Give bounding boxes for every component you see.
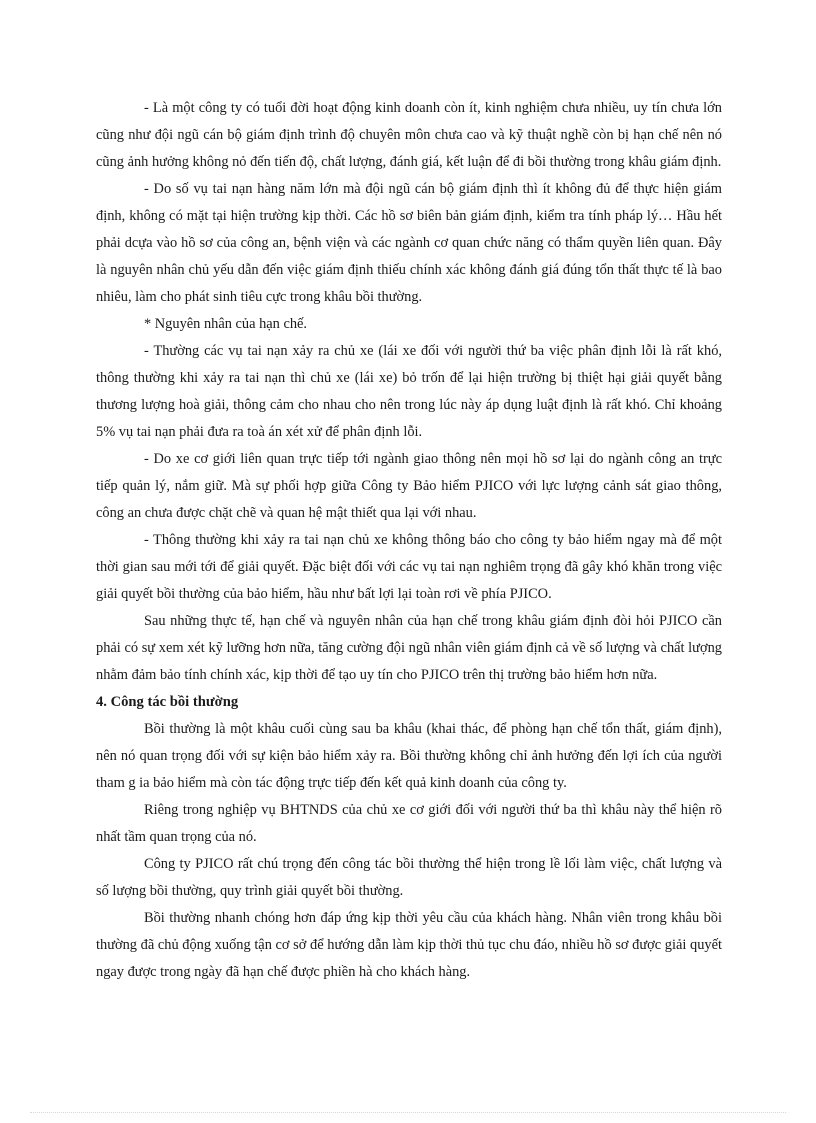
document-body [96,95,722,986]
paragraph-company-age: - Là một công ty có tuổi đời hoạt động kinh doanh còn ít, kinh nghiệm chưa nhiều, uy tín chưa lớn cũng như đội ngũ cán bộ giám định trình độ chuyên môn chưa cao và kỹ thuật nghề còn bị hạn chế nên nó cũng ảnh hưởng không nỏ đến tiến độ, chất lượng, đánh giá, kết luận để đi bồi thường trong khâu giám định. [96,100,722,170]
page-bottom-divider [30,1112,786,1113]
paragraph-fault-determination: - Thường các vụ tai nạn xảy ra chủ xe (lái xe đối với người thứ ba việc phân định lỗi là rất khó, thông thường khi xảy ra tai nạn thì chủ xe (lái xe) bỏ trốn để lại hiện trường bị thiệt hại giải quyết bằng thương lượng hoà giải, thông cảm cho nhau cho nên trong lúc này áp dụng luật định là rất khó. Chỉ khoảng 5% vụ tai nạn phải đưa ra toà án xét xử để phân định lỗi. [96,343,722,440]
section-heading: 4. Công tác bồi thường [96,694,239,710]
paragraph-accident-volume: - Do số vụ tai nạn hàng năm lớn mà đội ngũ cán bộ giám định thì ít không đủ để thực hiện giám định, không có mặt tại hiện trường kịp thời. Các hồ sơ biên bản giám định, kiểm tra tính pháp lý… Hầu hết phải dcựa vào hồ sơ của công an, bệnh viện và các ngành cơ quan chức năng có thẩm quyền liên quan. Đây là nguyên nhân chủ yếu dẫn đến việc giám định thiếu chính xác không đánh giá đúng tổn thất thực tế là bao nhiêu, làm cho phát sinh tiêu cực trong khâu bồi thường. [96,181,722,305]
paragraph-compensation-role: Bồi thường là một khâu cuối cùng sau ba khâu (khai thác, để phòng hạn chế tổn thất, giám định), nên nó quan trọng đối với sự kiện bảo hiểm xảy ra. Bồi thường không chỉ ảnh hưởng đến lợi ích của người tham g ia bảo hiểm mà còn tác động trực tiếp đến kết quả kinh doanh của công ty. [96,721,722,791]
paragraph-causes-heading: * Nguyên nhân của hạn chế. [144,316,308,332]
paragraph-fast-compensation: Bồi thường nhanh chóng hơn đáp ứng kịp thời yêu cầu của khách hàng. Nhân viên trong khâu bồi thường đã chủ động xuống tận cơ sở để hướng dẫn làm kịp thời thủ tục chu đáo, nhiều hồ sơ được giải quyết ngay được trong ngày đã hạn chế được phiền hà cho khách hàng. [96,910,722,980]
paragraph-late-notification: - Thông thường khi xảy ra tai nạn chủ xe không thông báo cho công ty bảo hiểm ngay mà để một thời gian sau mới tới để giải quyết. Đặc biệt đối với các vụ tai nạn nghiêm trọng đã gây khó khăn trong việc giải quyết bồi thường của bảo hiểm, hầu như bất lợi lại toàn rơi về phía PJICO. [96,532,722,602]
paragraph-bhtnds-importance: Riêng trong nghiệp vụ BHTNDS của chủ xe cơ giới đối với người thứ ba thì khâu này thể hiện rõ nhất tầm quan trọng của nó. [96,802,722,845]
paragraph-assessment-conclusion: Sau những thực tế, hạn chế và nguyên nhân của hạn chế trong khâu giám định đòi hỏi PJICO cần phải có sự xem xét kỹ lưỡng hơn nữa, tăng cường đội ngũ nhân viên giám định cả về số lượng và chất lượng nhằm đảm bảo tính chính xác, kịp thời để tạo uy tín cho PJICO trên thị trường bảo hiểm hơn nữa. [96,613,722,683]
paragraph-pjico-focus: Công ty PJICO rất chú trọng đến công tác bồi thường thể hiện trong lề lối làm việc, chất lượng và số lượng bồi thường, quy trình giải quyết bồi thường. [96,856,722,899]
paragraph-police-coordination: - Do xe cơ giới liên quan trực tiếp tới ngành giao thông nên mọi hồ sơ lại do ngành công an trực tiếp quản lý, nắm giữ. Mà sự phối hợp giữa Công ty Bảo hiểm PJICO với lực lượng cảnh sát giao thông, công an chưa được chặt chẽ và quan hệ mật thiết qua lại với nhau. [96,451,722,521]
